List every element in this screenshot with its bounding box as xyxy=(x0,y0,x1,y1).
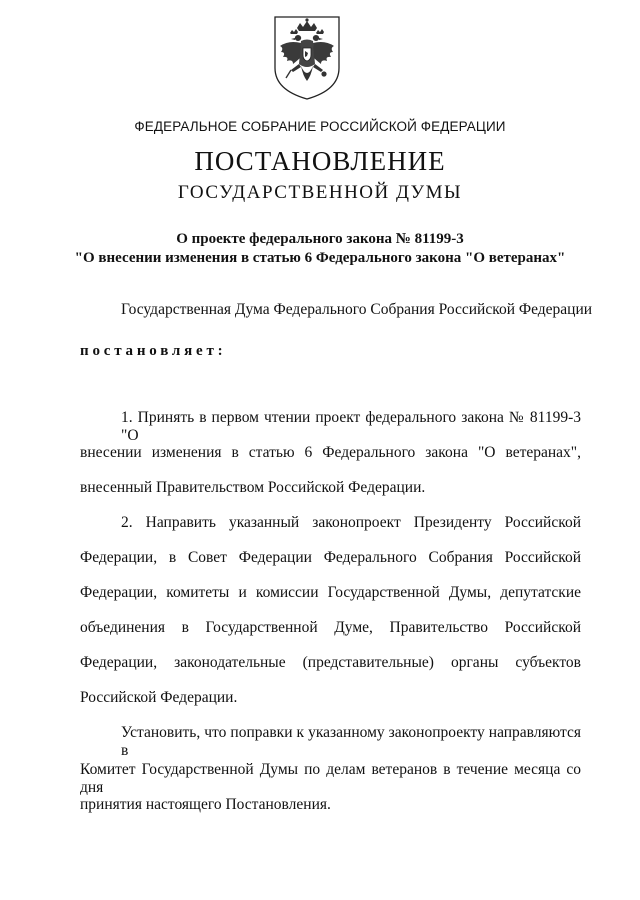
assembly-header: ФЕДЕРАЛЬНОЕ СОБРАНИЕ РОССИЙСКОЙ ФЕДЕРАЦИИ xyxy=(134,119,506,134)
item3-line: Установить, что поправки к указанному законопроекту направляются в xyxy=(121,724,581,759)
item1-line: внесенный Правительством Российской Федерации. xyxy=(80,479,426,496)
item3-line: принятия настоящего Постановления. xyxy=(80,796,331,813)
project-title-line-2: "О внесении изменения в статью 6 Федерального закона "О ветеранах" xyxy=(74,250,566,266)
item1-line: внесении изменения в статью 6 Федерального закона "О ветеранах", xyxy=(80,444,581,461)
item2-line: 2. Направить указанный законопроект Президенту Российской xyxy=(121,514,581,531)
item3-line: Комитет Государственной Думы по делам ветеранов в течение месяца со дня xyxy=(80,761,581,796)
item1-line: 1. Принять в первом чтении проект федерального закона № 81199-3 "О xyxy=(121,409,581,444)
item2-line: Российской Федерации. xyxy=(80,689,238,706)
item2-line: Федерации, в Совет Федерации Федерального Собрания Российской xyxy=(80,549,581,566)
page-subtitle: ГОСУДАРСТВЕННОЙ ДУМЫ xyxy=(177,182,463,203)
item2-line: Федерации, комитеты и комиссии Государственной Думы, депутатские xyxy=(80,584,581,601)
page-title: ПОСТАНОВЛЕНИЕ xyxy=(194,146,446,176)
item2-line: объединения в Государственной Думе, Правительство Российской xyxy=(80,619,581,636)
intro-paragraph: Государственная Дума Федерального Собрания Российской Федерации xyxy=(121,301,593,318)
decrees-word: постановляет: xyxy=(80,343,227,359)
russian-coat-of-arms-icon xyxy=(271,14,343,102)
item2-line: Федерации, законодательные (представительные) органы субъектов xyxy=(80,654,581,671)
project-title-line-1: О проекте федерального закона № 81199-3 xyxy=(176,231,464,247)
